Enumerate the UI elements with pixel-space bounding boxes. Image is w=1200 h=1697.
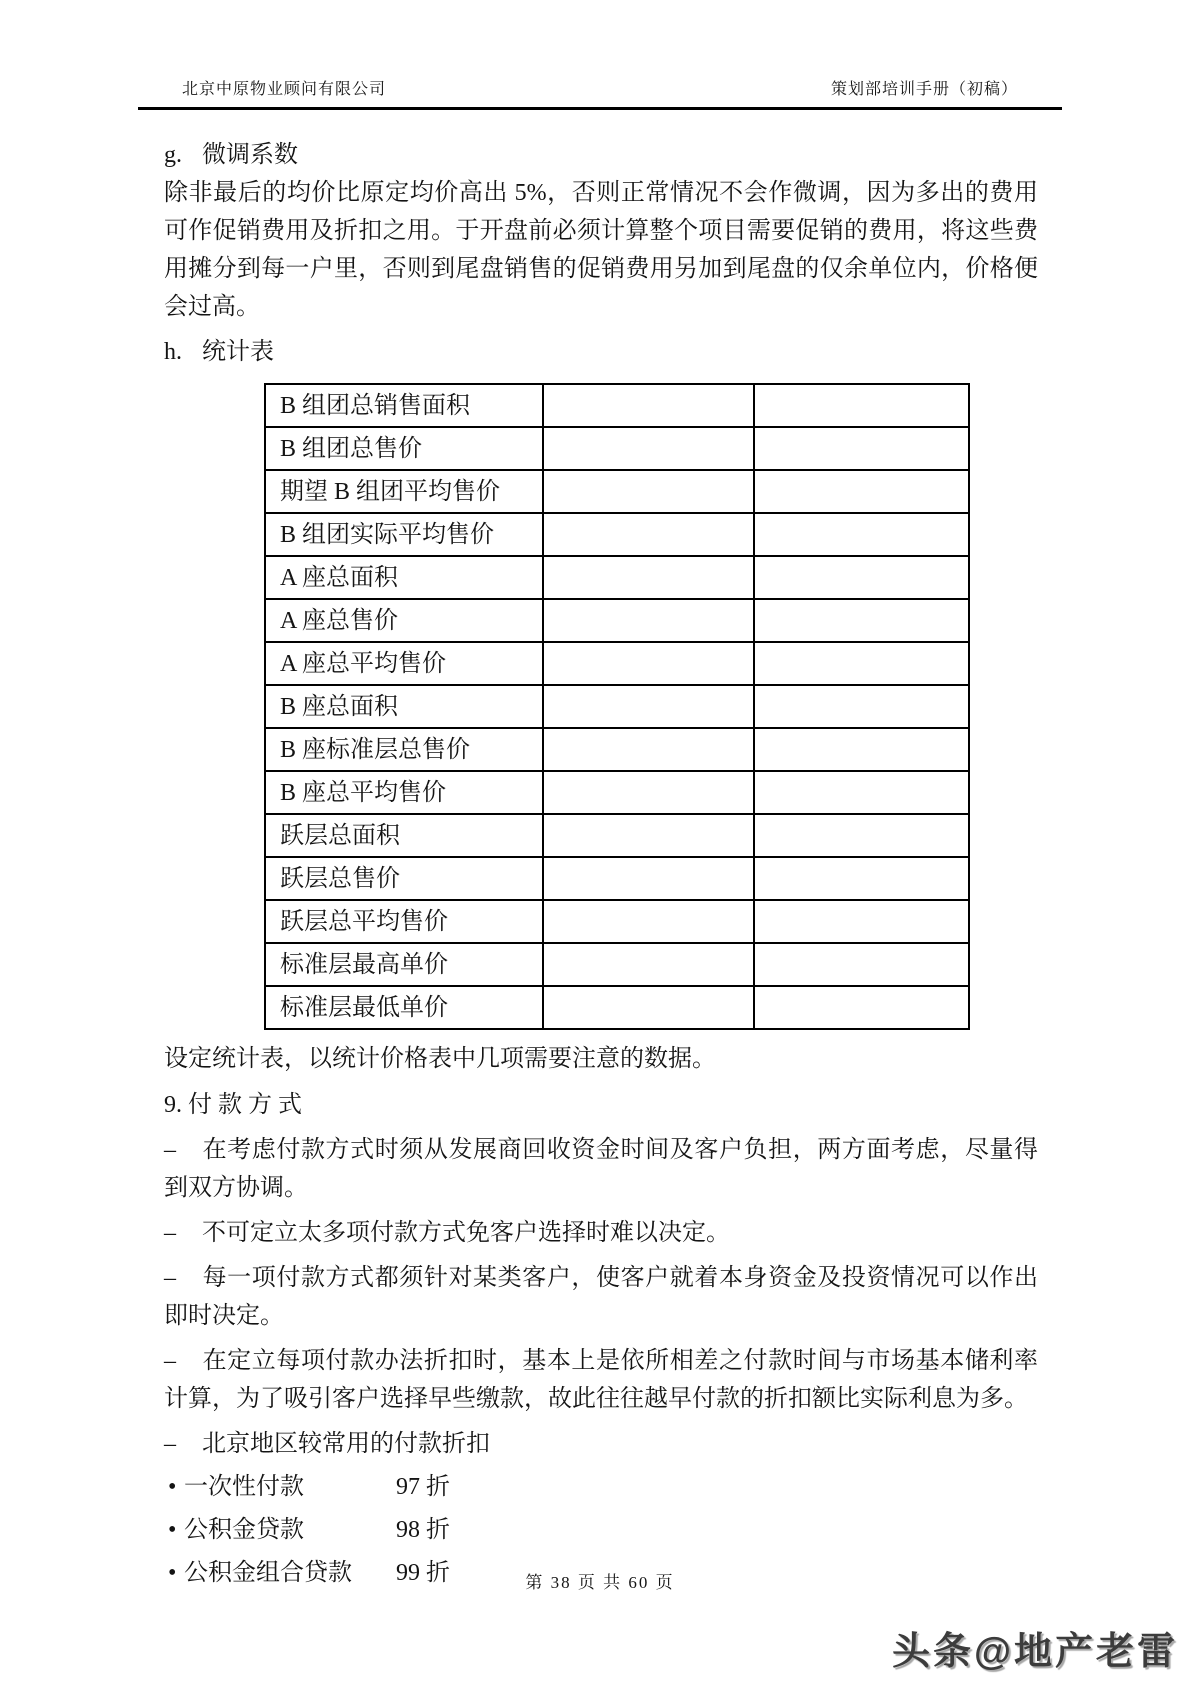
table-cell-label: B 座总平均售价 [265, 771, 543, 814]
statistics-table [264, 383, 970, 1030]
payment-point [164, 1342, 1038, 1418]
payment-point [164, 1214, 1038, 1252]
table-cell-empty [543, 556, 754, 599]
table-cell-empty [543, 685, 754, 728]
header-company-name: 北京中原物业顾问有限公司 [182, 81, 387, 98]
table-cell-empty [543, 599, 754, 642]
table-cell-label: 跃层总面积 [265, 814, 543, 857]
table-row [265, 685, 969, 728]
table-cell-label: B 座总面积 [265, 685, 543, 728]
bullet-icon: • [168, 1560, 177, 1586]
table-cell-empty [754, 599, 969, 642]
discount-row [164, 1511, 1038, 1549]
table-cell-empty [543, 728, 754, 771]
table-cell-empty [754, 427, 969, 470]
table-cell-empty [754, 986, 969, 1029]
discount-row [164, 1468, 1038, 1506]
table-cell-empty [543, 513, 754, 556]
table-row [265, 470, 969, 513]
table-cell-empty [754, 470, 969, 513]
table-cell-empty [754, 900, 969, 943]
watermark: 头条@地产老雷 [891, 1631, 1178, 1673]
table-row [265, 900, 969, 943]
dash-marker: – [164, 1265, 176, 1291]
table-cell-label: A 座总平均售价 [265, 642, 543, 685]
table-cell-empty [754, 513, 969, 556]
table-row [265, 556, 969, 599]
discount-name: 一次性付款 [184, 1474, 304, 1500]
table-cell-label: 跃层总售价 [265, 857, 543, 900]
table-cell-empty [543, 384, 754, 427]
item-g-label: g. [164, 142, 182, 168]
table-row [265, 642, 969, 685]
table-cell-empty [754, 771, 969, 814]
discount-value: 97 折 [396, 1474, 450, 1500]
table-row [265, 599, 969, 642]
table-cell-empty [754, 857, 969, 900]
table-cell-label: 跃层总平均售价 [265, 900, 543, 943]
payment-point-text: 北京地区较常用的付款折扣 [202, 1431, 490, 1457]
table-cell-empty [754, 685, 969, 728]
table-cell-label: B 座标准层总售价 [265, 728, 543, 771]
dash-marker: – [164, 1348, 176, 1374]
dash-marker: – [164, 1220, 176, 1246]
table-cell-label: 标准层最低单价 [265, 986, 543, 1029]
payment-point-text: 在定立每项付款办法折扣时，基本上是依所相差之付款时间与市场基本储利率计算，为了吸引客户选择早些缴款，故此往往越早付款的折扣额比实际利息为多。 [164, 1348, 1038, 1412]
table-row [265, 986, 969, 1029]
table-row [265, 728, 969, 771]
payment-point-text: 每一项付款方式都须针对某类客户，使客户就着本身资金及投资情况可以作出即时决定。 [164, 1265, 1038, 1329]
table-row [265, 943, 969, 986]
table-cell-empty [543, 470, 754, 513]
item-g-heading [164, 136, 1038, 174]
table-row [265, 427, 969, 470]
table-row [265, 513, 969, 556]
discount-name: 公积金组合贷款 [184, 1560, 352, 1586]
dash-marker: – [164, 1431, 176, 1457]
item-g-paragraph: 除非最后的均价比原定均价高出 5%，否则正常情况不会作微调，因为多出的费用可作促销费用及折扣之用。于开盘前必须计算整个项目需要促销的费用，将这些费用摊分到每一户里，否则到尾盘销售的促销费用另加到尾盘的仅余单位内，价格便会过高。 [164, 180, 1038, 320]
payment-point-text: 不可定立太多项付款方式免客户选择时难以决定。 [202, 1220, 730, 1246]
header-rule [138, 107, 1062, 110]
table-cell-empty [754, 384, 969, 427]
table-cell-empty [543, 986, 754, 1029]
table-cell-label: B 组团总销售面积 [265, 384, 543, 427]
table-cell-empty [754, 728, 969, 771]
page-body [138, 136, 1038, 1592]
table-cell-empty [543, 900, 754, 943]
item-h-label: h. [164, 339, 182, 365]
table-cell-empty [543, 814, 754, 857]
item-h-title: 统计表 [202, 339, 274, 365]
table-note: 设定统计表，以统计价格表中几项需要注意的数据。 [164, 1046, 716, 1072]
table-cell-empty [754, 943, 969, 986]
bullet-icon: • [168, 1474, 177, 1500]
table-cell-empty [754, 556, 969, 599]
table-cell-empty [754, 814, 969, 857]
discount-name: 公积金贷款 [184, 1517, 304, 1543]
table-cell-label: 期望 B 组团平均售价 [265, 470, 543, 513]
table-cell-empty [543, 771, 754, 814]
table-cell-empty [543, 427, 754, 470]
page-number: 第 38 页 共 60 页 [525, 1573, 675, 1592]
discount-value: 99 折 [396, 1560, 450, 1586]
table-cell-empty [754, 642, 969, 685]
payment-point [164, 1425, 1038, 1463]
table-row [265, 384, 969, 427]
item-g-title: 微调系数 [202, 142, 298, 168]
payment-point-text: 在考虑付款方式时须从发展商回收资金时间及客户负担，两方面考虑，尽量得到双方协调。 [164, 1137, 1038, 1201]
table-row [265, 771, 969, 814]
table-cell-label: B 组团总售价 [265, 427, 543, 470]
bullet-icon: • [168, 1517, 177, 1543]
payment-point [164, 1131, 1038, 1207]
table-cell-label: B 组团实际平均售价 [265, 513, 543, 556]
payment-point [164, 1259, 1038, 1335]
header-doc-title: 策划部培训手册（初稿） [830, 81, 1018, 98]
section-9-title: 9. 付 款 方 式 [164, 1092, 302, 1118]
table-cell-label: 标准层最高单价 [265, 943, 543, 986]
dash-marker: – [164, 1137, 176, 1163]
page-header [138, 0, 1062, 107]
discount-value: 98 折 [396, 1517, 450, 1543]
item-h-heading [164, 333, 1038, 371]
page-footer [0, 1568, 1200, 1593]
table-row [265, 857, 969, 900]
table-cell-label: A 座总面积 [265, 556, 543, 599]
table-row [265, 814, 969, 857]
table-cell-empty [543, 943, 754, 986]
table-cell-empty [543, 642, 754, 685]
table-cell-empty [543, 857, 754, 900]
table-cell-label: A 座总售价 [265, 599, 543, 642]
